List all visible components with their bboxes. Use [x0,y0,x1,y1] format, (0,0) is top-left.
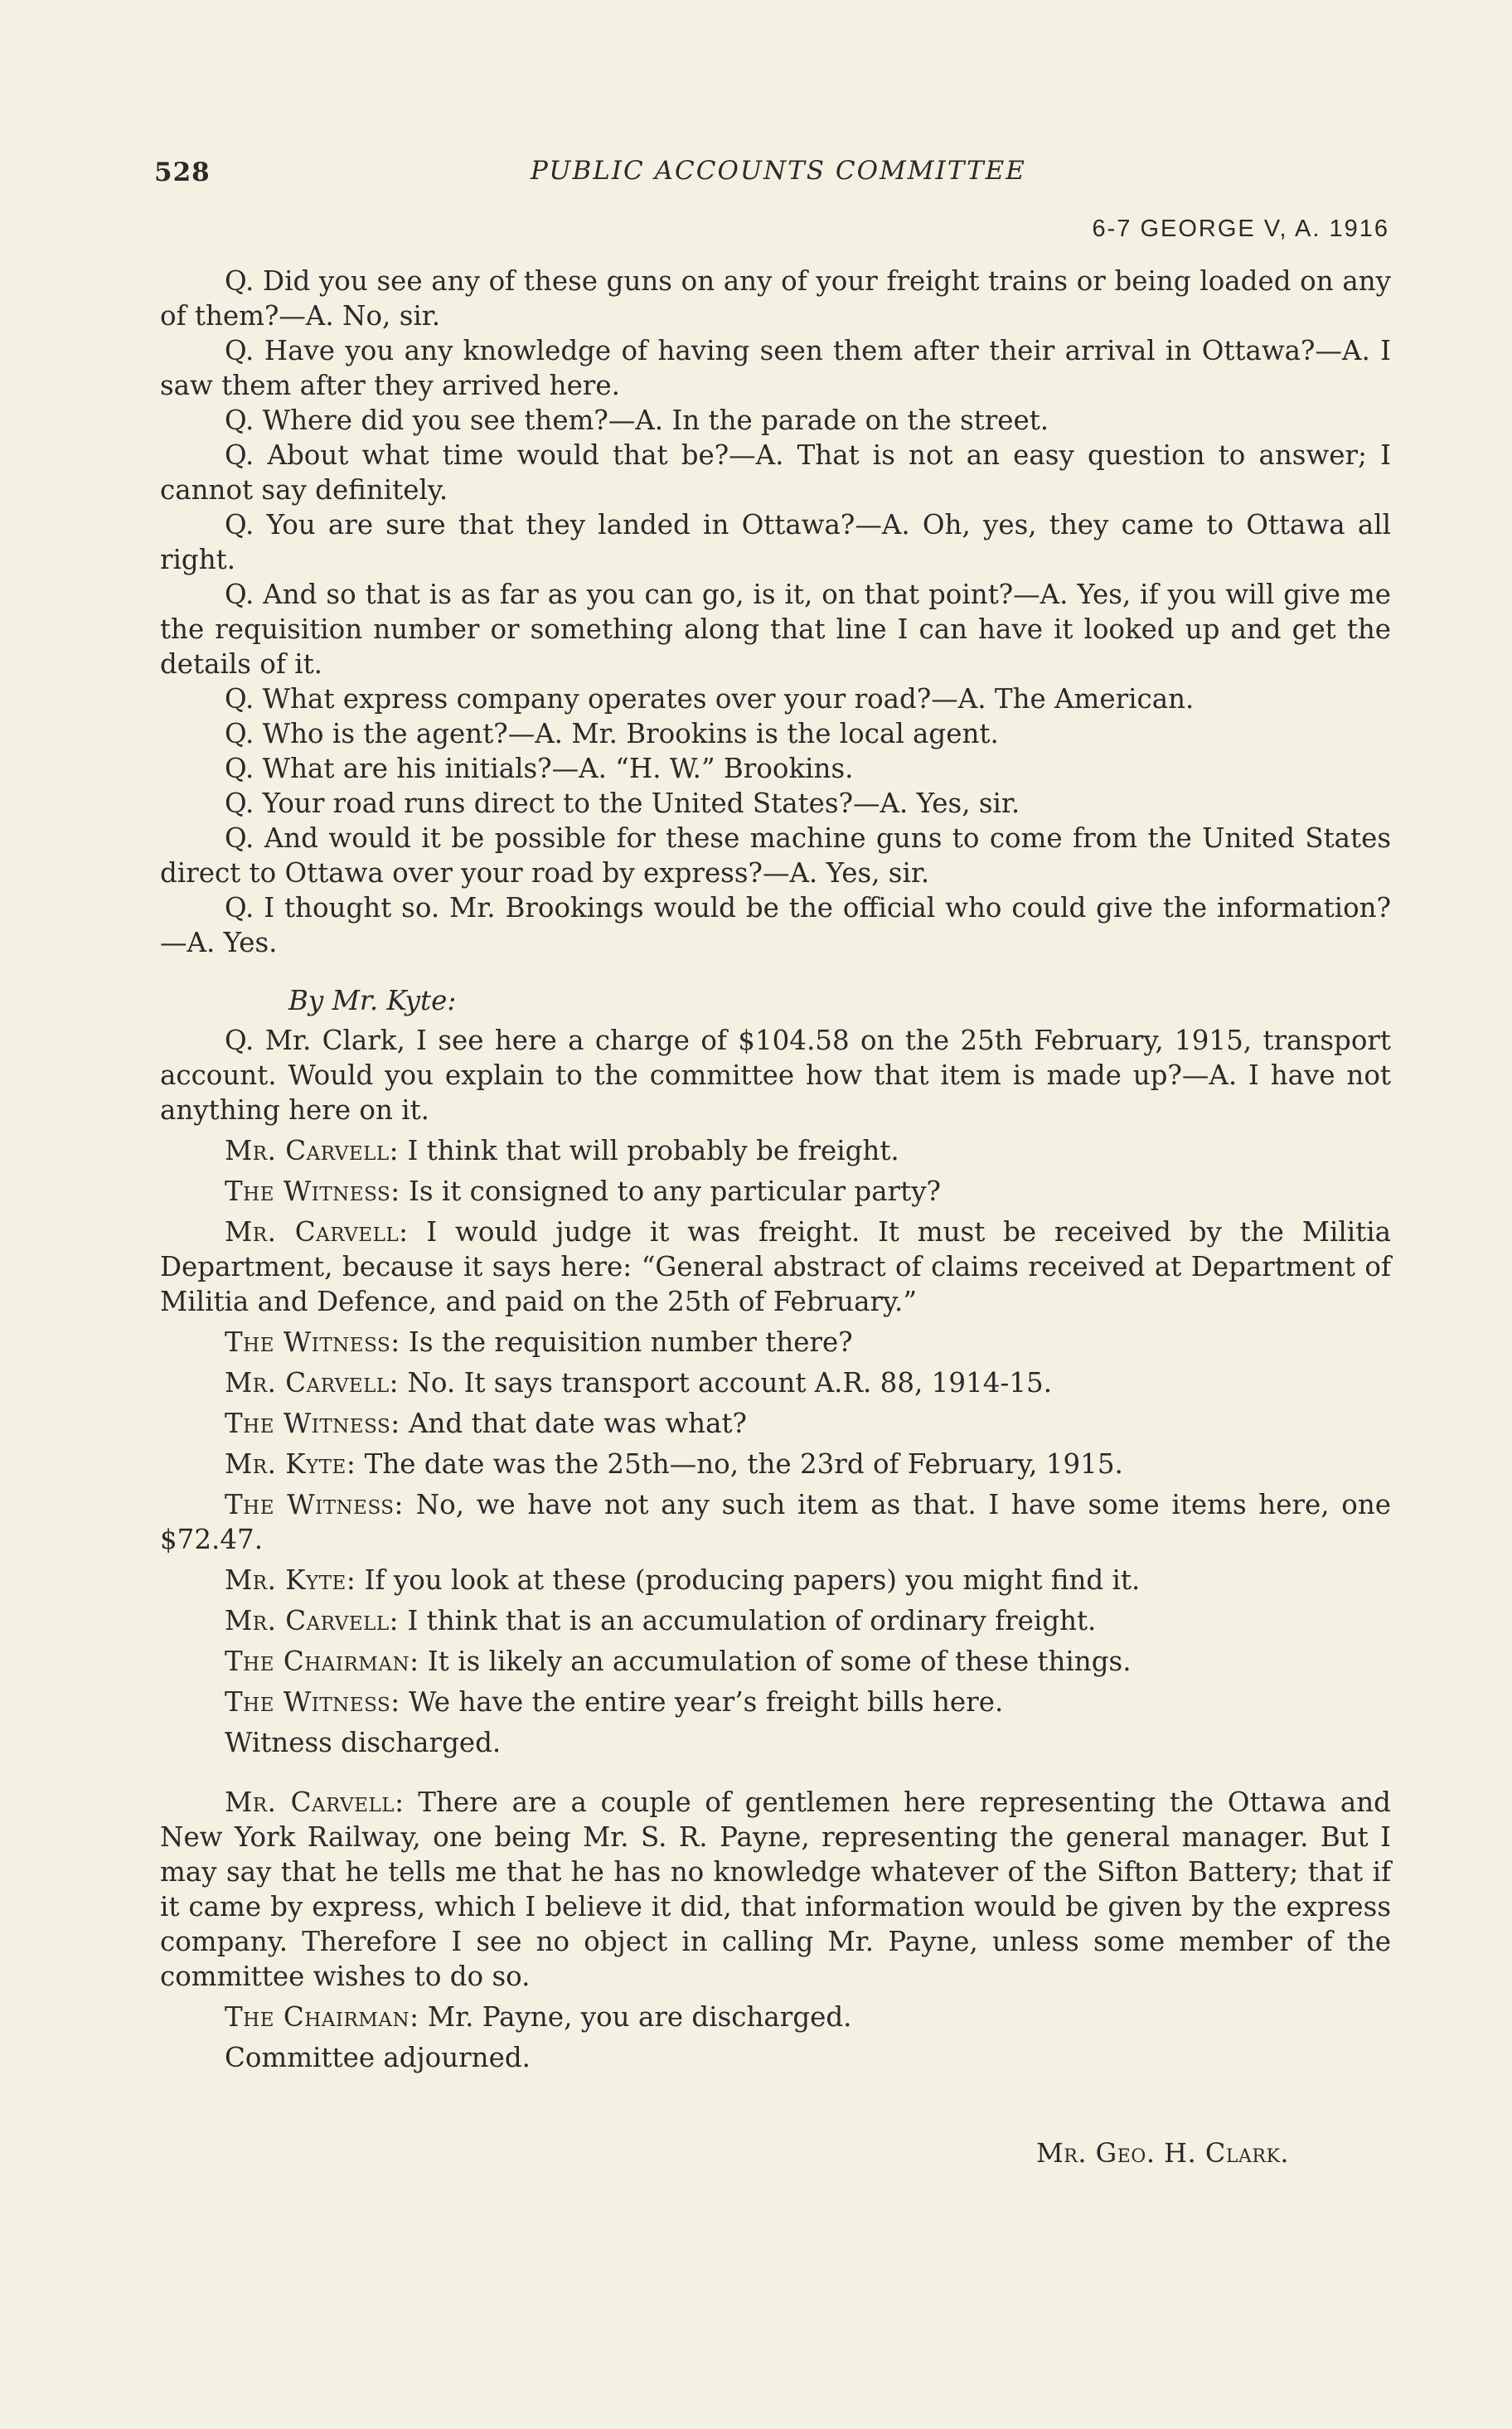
session-label: 6-7 GEORGE V, A. 1916 [1092,216,1389,242]
speaker-name: Mr. Carvell: [225,1135,400,1166]
speaker-name: Mr. Carvell: [225,1216,409,1248]
qa-paragraph: Q. About what time would that be?—A. That is not an easy question to answer; I cannot say definitely. [160,439,1391,506]
speech-paragraph [160,1325,1391,1360]
speech-paragraph [160,1365,1391,1400]
speaker-name: The Witness: [225,1489,405,1520]
qa-paragraph: Q. Who is the agent?—A. Mr. Brookins is the local agent. [225,718,999,749]
speech-text: Is the requisition number there? [409,1326,853,1358]
qa-paragraph: Q. Have you any knowledge of having seen them after their arrival in Ottawa?—A. I saw them after they arrived here. [160,335,1391,401]
speaker-name: Mr. Kyte: [225,1564,356,1596]
speech-text: We have the entire year’s freight bills here. [409,1686,1004,1718]
speaker-name: The Witness: [225,1176,400,1207]
speech-paragraph [160,2000,1391,2034]
qa-paragraph: Q. And would it be possible for these machine guns to come from the United States direct to Ottawa over your road by express?—A. Yes, sir. [160,822,1391,889]
note-paragraph: Witness discharged. [225,1727,502,1758]
speech-paragraph [160,1174,1391,1209]
next-witness-heading: Mr. Geo. H. Clark. [1036,2137,1290,2169]
qa-paragraph: Q. Your road runs direct to the United States?—A. Yes, sir. [225,788,1020,819]
speech-text: If you look at these (producing papers) you might find it. [364,1564,1141,1596]
qa-paragraph: Q. You are sure that they landed in Ottawa?—A. Oh, yes, they came to Ottawa all right. [160,509,1391,575]
speech-text: I think that is an accumulation of ordinary freight. [407,1605,1097,1636]
speech-paragraph [160,1563,1391,1598]
page-number: 528 [154,158,211,187]
speech-text: No, we have not any such item as that. I have some items here, one $72.47. [160,1489,1391,1555]
transcript-body [160,264,1391,2081]
running-title: PUBLIC ACCOUNTS COMMITTEE [531,156,1026,186]
qa-paragraph: Q. What are his initials?—A. “H. W.” Brookins. [225,753,854,784]
speaker-name: Mr. Carvell: [225,1787,405,1818]
qa-paragraph: Q. And so that is as far as you can go, is it, on that point?—A. Yes, if you will give me the requisition number or something along that line I can have it looked up and get the details of it. [160,579,1391,680]
speech-text: Mr. Payne, you are discharged. [427,2001,852,2033]
speech-paragraph [160,1447,1391,1481]
speech-paragraph [160,1603,1391,1638]
speaker-name: Mr. Carvell: [225,1605,400,1636]
speaker-name: Mr. Kyte: [225,1448,356,1480]
speech-text: It is likely an accumulation of some of these things. [427,1646,1132,1677]
speech-text: I think that will probably be freight. [407,1135,899,1166]
speaker-name: The Witness: [225,1326,400,1358]
speaker-name: Mr. Carvell: [225,1367,400,1399]
speech-text: The date was the 25th—no, the 23rd of February, 1915. [364,1448,1123,1480]
speech-paragraph [160,1644,1391,1679]
speech-paragraph [160,1133,1391,1168]
speaker-name: The Witness: [225,1408,400,1439]
qa-paragraph: Q. I thought so. Mr. Brookings would be the official who could give the information?—A. Yes. [160,892,1391,958]
speaker-name: The Chairman: [225,1646,419,1677]
speech-paragraph [160,1487,1391,1557]
speech-paragraph [160,1406,1391,1441]
speech-text: Is it consigned to any particular party? [409,1176,941,1207]
speaker-name: The Witness: [225,1686,400,1718]
qa-paragraph: Q. Where did you see them?—A. In the parade on the street. [225,405,1049,436]
speech-text: And that date was what? [409,1408,747,1439]
speech-text: There are a couple of gentlemen here representing the Ottawa and New York Railway, one being Mr. S. R. Payne, representing the general manager. But I may say that he tells me that he has no knowledge whatever of the Sifton Battery; that if it came by express, which I believe it did, that information would be given by the express company. Therefore I see no object in calling Mr. Payne, unless some member of the committee wishes to do so. [160,1787,1391,1992]
qa-paragraph: Q. Mr. Clark, I see here a charge of $104.58 on the 25th February, 1915, transport account. Would you explain to the committee how that item is made up?—A. I have not anything here on it. [160,1025,1391,1126]
note-paragraph: Committee adjourned. [225,2042,531,2073]
speech-paragraph [160,1785,1391,1994]
speech-paragraph [160,1214,1391,1319]
speech-text: No. It says transport account A.R. 88, 1914-15. [407,1367,1053,1399]
speaker-name: The Chairman: [225,2001,419,2033]
speech-text: I would judge it was freight. It must be received by the Militia Department, because it says here: “General abstract of claims received at Department of Militia and Defence, and paid on the 25th of February.” [160,1216,1391,1317]
examiner-heading: By Mr. Kyte: [288,985,457,1016]
qa-paragraph: Q. Did you see any of these guns on any of your freight trains or being loaded on any of them?—A. No, sir. [160,265,1391,332]
speech-paragraph [160,1685,1391,1719]
qa-paragraph: Q. What express company operates over your road?—A. The American. [225,683,1195,715]
